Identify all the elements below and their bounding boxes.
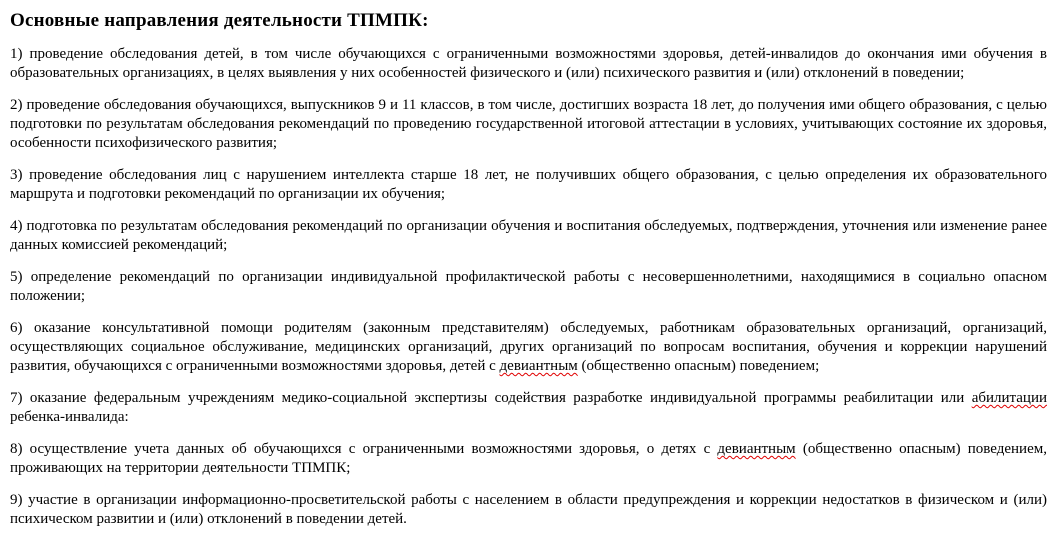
text-segment: 1) проведение обследования детей, в том числе обучающихся с ограниченными возможностями здоровья, детей-инвалидов до окончания ими обучения в образовательных организациях, в целях выявления у них особенностей физического и (или) психического развития и (или) отклонений в поведении; xyxy=(10,46,1047,81)
paragraph-9 xyxy=(10,491,1047,529)
paragraph-3 xyxy=(10,166,1047,204)
text-segment: (общественно опасным) поведением; xyxy=(577,358,820,374)
paragraph-2 xyxy=(10,96,1047,153)
paragraph-list xyxy=(10,45,1047,529)
paragraph-5 xyxy=(10,268,1047,306)
paragraph-1 xyxy=(10,45,1047,83)
text-segment: 6) оказание консультативной помощи родителям (законным представителям) обследуемых, работникам образовательных организаций, организаций, осуществляющих социальное обслуживание, медицинских организаций, других организаций по вопросам воспитания, обучения и коррекции нарушений развития, обучающихся с ограниченными возможностями здоровья, детей с xyxy=(10,320,1047,374)
text-segment: 9) участие в организации информационно-просветительской работы с населением в области предупреждения и коррекции недостатков в физическом и (или) психическом развитии и (или) отклонений в поведении детей. xyxy=(10,492,1047,527)
text-segment: 4) подготовка по результатам обследования рекомендаций по организации обучения и воспитания обследуемых, подтверждения, уточнения или изменение ранее данных комиссией рекомендаций; xyxy=(10,218,1047,253)
misspelled-word: абилитации xyxy=(971,390,1047,406)
text-segment: 3) проведение обследования лиц с нарушением интеллекта старше 18 лет, не получивших общего образования, с целью определения их образовательного маршрута и подготовки рекомендаций по организации их обучения; xyxy=(10,167,1047,202)
text-segment: ребенка-инвалида: xyxy=(10,409,129,425)
text-segment: 7) оказание федеральным учреждениям медико-социальной экспертизы содействия разработке индивидуальной программы реабилитации или xyxy=(10,390,972,406)
paragraph-4 xyxy=(10,217,1047,255)
misspelled-word: девиантным xyxy=(717,441,796,457)
document-title: Основные направления деятельности ТПМПК: xyxy=(10,10,429,31)
text-segment: 2) проведение обследования обучающихся, выпускников 9 и 11 классов, в том числе, достигших возраста 18 лет, до получения ими общего образования, с целью подготовки по результатам обследования рекомендаций по проведению государственной итоговой аттестации в условиях, учитывающих состояние их здоровья, особенности психофизического развития; xyxy=(10,97,1047,151)
misspelled-word: девиантным xyxy=(499,358,578,374)
text-segment: (общественно опасным) поведением, проживающих на территории деятельности ТПМПК; xyxy=(10,441,1047,476)
paragraph-8 xyxy=(10,440,1047,478)
text-segment: 5) определение рекомендаций по организации индивидуальной профилактической работы с несовершеннолетними, находящимися в социально опасном положении; xyxy=(10,269,1047,304)
paragraph-7 xyxy=(10,389,1047,427)
paragraph-6 xyxy=(10,319,1047,376)
text-segment: 8) осуществление учета данных об обучающихся с ограниченными возможностями здоровья, о детях с xyxy=(10,441,718,457)
